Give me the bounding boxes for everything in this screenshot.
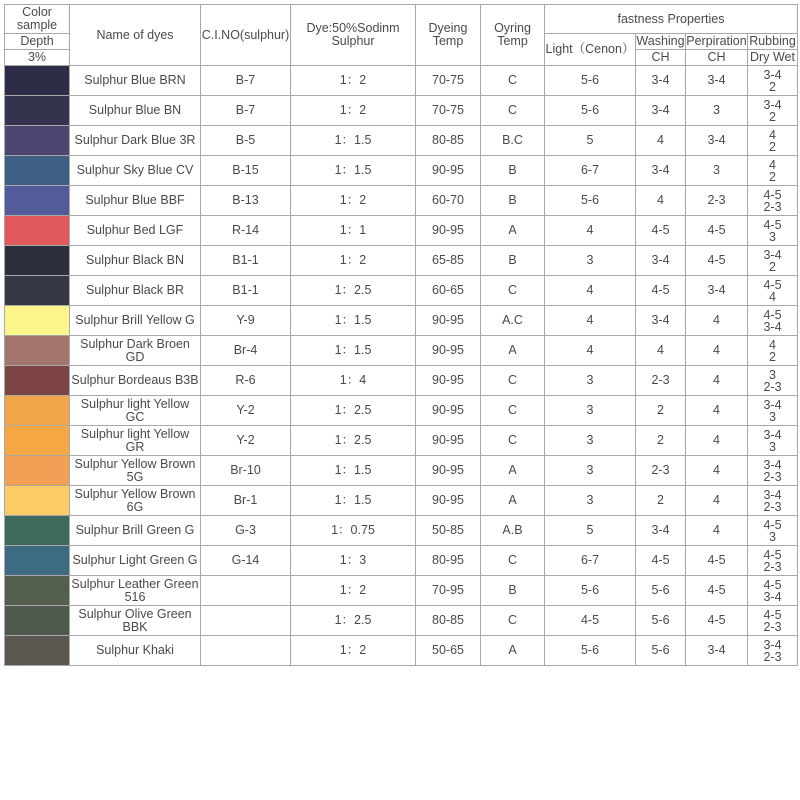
rubbing-wet: 2-3 [763, 619, 782, 634]
dye-name: Sulphur Dark Blue 3R [70, 126, 201, 156]
color-swatch-fill [5, 366, 69, 395]
light-fastness: 5 [545, 126, 636, 156]
rubbing-wet: 2-3 [763, 379, 782, 394]
washing-fastness: 3-4 [636, 246, 686, 276]
dye-ratio: 1：1.5 [291, 456, 416, 486]
ci-number [201, 636, 291, 666]
rubbing-wet: 3 [769, 229, 776, 244]
perpiration-fastness: 4 [686, 456, 748, 486]
rubbing-dry: 3-4 [763, 427, 782, 442]
washing-fastness: 5-6 [636, 576, 686, 606]
washing-fastness: 5-6 [636, 606, 686, 636]
rubbing-wet: 2-3 [763, 199, 782, 214]
table-row [5, 306, 798, 336]
color-swatch-fill [5, 516, 69, 545]
dye-ratio: 1：1.5 [291, 336, 416, 366]
washing-fastness: 4 [636, 126, 686, 156]
color-swatch [5, 456, 70, 486]
dyeing-temp: 90-95 [416, 336, 481, 366]
table-row [5, 396, 798, 426]
color-swatch-fill [5, 186, 69, 215]
light-fastness: 5-6 [545, 636, 636, 666]
oyring-temp: B.C [481, 126, 545, 156]
ci-number: G-3 [201, 516, 291, 546]
ci-number: Y-2 [201, 396, 291, 426]
dye-name: Sulphur Blue BN [70, 96, 201, 126]
washing-fastness: 3-4 [636, 516, 686, 546]
light-fastness: 4-5 [545, 606, 636, 636]
rubbing-dry: 3-4 [763, 67, 782, 82]
color-swatch-fill [5, 126, 69, 155]
perpiration-fastness: 4 [686, 426, 748, 456]
dyeing-temp: 90-95 [416, 486, 481, 516]
oyring-temp: C [481, 426, 545, 456]
washing-fastness: 2 [636, 426, 686, 456]
dye-name: Sulphur light Yellow GR [70, 426, 201, 456]
light-fastness: 3 [545, 366, 636, 396]
dyeing-temp: 60-65 [416, 276, 481, 306]
washing-fastness: 2 [636, 486, 686, 516]
rubbing-fastness [748, 516, 798, 546]
light-fastness: 5-6 [545, 186, 636, 216]
dye-name: Sulphur Light Green G [70, 546, 201, 576]
washing-fastness: 2-3 [636, 456, 686, 486]
color-swatch-fill [5, 606, 69, 635]
perpiration-fastness: 3-4 [686, 636, 748, 666]
dye-ratio: 1：1.5 [291, 486, 416, 516]
light-fastness: 3 [545, 456, 636, 486]
dye-ratio: 1：3 [291, 546, 416, 576]
perpiration-fastness: 3-4 [686, 126, 748, 156]
dyeing-temp: 50-85 [416, 516, 481, 546]
rubbing-wet: 3 [769, 439, 776, 454]
washing-fastness: 4-5 [636, 276, 686, 306]
header-perpiration: Perpiration [686, 34, 747, 48]
color-swatch [5, 276, 70, 306]
rubbing-dry: 3-4 [763, 637, 782, 652]
perpiration-fastness: 2-3 [686, 186, 748, 216]
dyeing-temp: 90-95 [416, 426, 481, 456]
color-swatch [5, 486, 70, 516]
dye-table [4, 4, 798, 666]
table-row [5, 546, 798, 576]
washing-fastness: 4 [636, 186, 686, 216]
header-depth: Depth [5, 34, 70, 50]
dyeing-temp: 50-65 [416, 636, 481, 666]
rubbing-fastness [748, 186, 798, 216]
dye-ratio: 1：2 [291, 246, 416, 276]
dyeing-temp: 80-85 [416, 606, 481, 636]
color-swatch [5, 426, 70, 456]
washing-fastness: 4 [636, 336, 686, 366]
ci-number: Y-2 [201, 426, 291, 456]
washing-fastness: 3-4 [636, 156, 686, 186]
table-row [5, 576, 798, 606]
dyeing-temp: 60-70 [416, 186, 481, 216]
washing-fastness: 3-4 [636, 66, 686, 96]
ci-number: Br-10 [201, 456, 291, 486]
rubbing-fastness [748, 126, 798, 156]
table-row [5, 516, 798, 546]
rubbing-wet: 2 [769, 139, 776, 154]
perpiration-fastness: 4 [686, 306, 748, 336]
ci-number: B-5 [201, 126, 291, 156]
table-row [5, 366, 798, 396]
rubbing-dry: 3 [769, 367, 776, 382]
ci-number: G-14 [201, 546, 291, 576]
ci-number: Br-4 [201, 336, 291, 366]
ci-number [201, 606, 291, 636]
dye-ratio: 1：2.5 [291, 396, 416, 426]
rubbing-dry: 4-5 [763, 187, 782, 202]
rubbing-wet: 2-3 [763, 649, 782, 664]
rubbing-fastness [748, 396, 798, 426]
color-swatch [5, 96, 70, 126]
color-swatch-fill [5, 636, 69, 665]
header-name: Name of dyes [70, 5, 201, 66]
header-rubbing: Rubbing [749, 34, 796, 48]
ci-number: B-7 [201, 66, 291, 96]
perpiration-fastness: 4-5 [686, 246, 748, 276]
oyring-temp: C [481, 366, 545, 396]
washing-fastness: 2 [636, 396, 686, 426]
dye-name: Sulphur Brill Yellow G [70, 306, 201, 336]
dyeing-temp: 70-75 [416, 66, 481, 96]
table-row [5, 246, 798, 276]
dye-ratio: 1：2 [291, 96, 416, 126]
header-rubbing-sub: Dry Wet [748, 50, 798, 66]
ci-number: Br-1 [201, 486, 291, 516]
dye-ratio: 1：1.5 [291, 156, 416, 186]
washing-fastness: 4-5 [636, 546, 686, 576]
rubbing-fastness [748, 366, 798, 396]
color-swatch-fill [5, 336, 69, 365]
rubbing-fastness [748, 96, 798, 126]
dye-name: Sulphur Yellow Brown 5G [70, 456, 201, 486]
header-ci-no: C.I.NO(sulphur) [201, 5, 291, 66]
ci-number: Y-9 [201, 306, 291, 336]
perpiration-fastness: 3-4 [686, 66, 748, 96]
header-washing-sub: CH [636, 50, 686, 66]
header-depth-value: 3% [5, 50, 70, 66]
table-row [5, 606, 798, 636]
rubbing-dry: 3-4 [763, 247, 782, 262]
rubbing-wet: 3-4 [763, 319, 782, 334]
rubbing-fastness [748, 636, 798, 666]
washing-fastness: 3-4 [636, 96, 686, 126]
dye-name: Sulphur Olive Green BBK [70, 606, 201, 636]
color-swatch-fill [5, 246, 69, 275]
oyring-temp: B [481, 156, 545, 186]
perpiration-fastness: 3-4 [686, 276, 748, 306]
color-swatch-fill [5, 216, 69, 245]
rubbing-dry: 4 [769, 157, 776, 172]
header-perpiration-sub: CH [686, 50, 748, 66]
dye-ratio: 1：2 [291, 576, 416, 606]
table-row [5, 126, 798, 156]
table-row [5, 96, 798, 126]
dye-ratio: 1：2.5 [291, 276, 416, 306]
color-swatch [5, 336, 70, 366]
header-dyeing-temp: Dyeing Temp [416, 5, 481, 66]
ci-number: R-14 [201, 216, 291, 246]
oyring-temp: A.C [481, 306, 545, 336]
rubbing-dry: 4-5 [763, 277, 782, 292]
dye-name: Sulphur Khaki [70, 636, 201, 666]
dye-name: Sulphur Black BR [70, 276, 201, 306]
rubbing-dry: 4 [769, 337, 776, 352]
dye-name: Sulphur Black BN [70, 246, 201, 276]
ci-number: B1-1 [201, 276, 291, 306]
ci-number [201, 576, 291, 606]
washing-fastness: 3-4 [636, 306, 686, 336]
color-swatch [5, 306, 70, 336]
rubbing-wet: 3 [769, 529, 776, 544]
rubbing-fastness [748, 246, 798, 276]
perpiration-fastness: 4 [686, 396, 748, 426]
perpiration-fastness: 3 [686, 156, 748, 186]
rubbing-wet: 3 [769, 409, 776, 424]
rubbing-wet: 2 [769, 79, 776, 94]
ci-number: R-6 [201, 366, 291, 396]
color-swatch-fill [5, 426, 69, 455]
oyring-temp: A [481, 636, 545, 666]
oyring-temp: C [481, 606, 545, 636]
dye-ratio: 1：2.5 [291, 426, 416, 456]
perpiration-fastness: 4 [686, 516, 748, 546]
rubbing-fastness [748, 216, 798, 246]
dyeing-temp: 70-95 [416, 576, 481, 606]
dye-ratio: 1：0.75 [291, 516, 416, 546]
color-swatch-fill [5, 576, 69, 605]
color-swatch [5, 546, 70, 576]
table-row [5, 66, 798, 96]
header-fastness: fastness Properties [545, 5, 798, 34]
ci-number: B-7 [201, 96, 291, 126]
color-swatch [5, 606, 70, 636]
rubbing-fastness [748, 606, 798, 636]
light-fastness: 5-6 [545, 576, 636, 606]
oyring-temp: B [481, 186, 545, 216]
rubbing-dry: 3-4 [763, 457, 782, 472]
light-fastness: 5 [545, 516, 636, 546]
table-row [5, 336, 798, 366]
table-row [5, 276, 798, 306]
oyring-temp: A.B [481, 516, 545, 546]
oyring-temp: C [481, 96, 545, 126]
rubbing-fastness [748, 156, 798, 186]
light-fastness: 4 [545, 306, 636, 336]
dye-ratio: 1：1 [291, 216, 416, 246]
ci-number: B-13 [201, 186, 291, 216]
rubbing-wet: 2-3 [763, 559, 782, 574]
oyring-temp: A [481, 486, 545, 516]
dye-ratio: 1：2 [291, 66, 416, 96]
table-row [5, 186, 798, 216]
color-swatch-fill [5, 96, 69, 125]
perpiration-fastness: 4-5 [686, 606, 748, 636]
table-row [5, 636, 798, 666]
rubbing-wet: 4 [769, 289, 776, 304]
dyeing-temp: 90-95 [416, 306, 481, 336]
color-swatch-fill [5, 276, 69, 305]
dyeing-temp: 90-95 [416, 456, 481, 486]
table-row [5, 456, 798, 486]
rubbing-dry: 4-5 [763, 307, 782, 322]
oyring-temp: B [481, 576, 545, 606]
color-swatch [5, 516, 70, 546]
oyring-temp: A [481, 336, 545, 366]
oyring-temp: C [481, 396, 545, 426]
color-swatch [5, 396, 70, 426]
oyring-temp: C [481, 66, 545, 96]
color-swatch-fill [5, 486, 69, 515]
dye-name: Sulphur Bed LGF [70, 216, 201, 246]
color-swatch-fill [5, 156, 69, 185]
dyeing-temp: 65-85 [416, 246, 481, 276]
rubbing-wet: 2 [769, 169, 776, 184]
table-row [5, 426, 798, 456]
color-swatch [5, 186, 70, 216]
header-light: Light（Cenon） [545, 34, 636, 66]
light-fastness: 3 [545, 426, 636, 456]
dyeing-temp: 90-95 [416, 156, 481, 186]
oyring-temp: A [481, 216, 545, 246]
rubbing-fastness [748, 546, 798, 576]
color-swatch-fill [5, 396, 69, 425]
perpiration-fastness: 4 [686, 366, 748, 396]
light-fastness: 4 [545, 336, 636, 366]
dyeing-temp: 90-95 [416, 366, 481, 396]
rubbing-wet: 2 [769, 259, 776, 274]
dye-ratio: 1：4 [291, 366, 416, 396]
rubbing-fastness [748, 576, 798, 606]
rubbing-wet: 2-3 [763, 499, 782, 514]
rubbing-wet: 3-4 [763, 589, 782, 604]
header-oyring-temp: Oyring Temp [481, 5, 545, 66]
oyring-temp: A [481, 456, 545, 486]
dye-name: Sulphur Leather Green 516 [71, 576, 199, 604]
dye-name: Sulphur Blue BBF [70, 186, 201, 216]
dyeing-temp: 90-95 [416, 216, 481, 246]
rubbing-dry: 4-5 [763, 547, 782, 562]
rubbing-wet: 2 [769, 109, 776, 124]
dye-name: Sulphur Bordeaus B3B [70, 366, 201, 396]
color-swatch [5, 246, 70, 276]
table-row [5, 216, 798, 246]
dye-ratio: 1：2.5 [291, 606, 416, 636]
header-washing: Washing [636, 34, 685, 48]
perpiration-fastness: 4-5 [686, 576, 748, 606]
dye-name: Sulphur Blue BRN [70, 66, 201, 96]
rubbing-dry: 4-5 [763, 217, 782, 232]
perpiration-fastness: 4-5 [686, 546, 748, 576]
rubbing-dry: 3-4 [763, 97, 782, 112]
light-fastness: 3 [545, 396, 636, 426]
color-swatch [5, 126, 70, 156]
rubbing-fastness [748, 66, 798, 96]
color-swatch-fill [5, 66, 69, 95]
oyring-temp: B [481, 246, 545, 276]
dye-name: Sulphur Yellow Brown 6G [70, 486, 201, 516]
dye-ratio: 1：1.5 [291, 306, 416, 336]
rubbing-dry: 4-5 [763, 577, 782, 592]
rubbing-wet: 2-3 [763, 469, 782, 484]
rubbing-fastness [748, 306, 798, 336]
color-swatch [5, 636, 70, 666]
dyeing-temp: 70-75 [416, 96, 481, 126]
rubbing-wet: 2 [769, 349, 776, 364]
dye-name: Sulphur Sky Blue CV [70, 156, 201, 186]
washing-fastness: 4-5 [636, 216, 686, 246]
color-swatch [5, 216, 70, 246]
dye-name: Sulphur light Yellow GC [70, 396, 201, 426]
color-swatch [5, 156, 70, 186]
rubbing-fastness [748, 456, 798, 486]
color-swatch-fill [5, 306, 69, 335]
light-fastness: 4 [545, 276, 636, 306]
ci-number: B1-1 [201, 246, 291, 276]
rubbing-dry: 4 [769, 127, 776, 142]
washing-fastness: 2-3 [636, 366, 686, 396]
dye-ratio: 1：1.5 [291, 126, 416, 156]
header-color-sample: Color sample [5, 5, 70, 34]
color-swatch-fill [5, 546, 69, 575]
rubbing-dry: 4-5 [763, 517, 782, 532]
dyeing-temp: 80-85 [416, 126, 481, 156]
light-fastness: 3 [545, 246, 636, 276]
color-swatch [5, 576, 70, 606]
light-fastness: 6-7 [545, 156, 636, 186]
washing-fastness: 5-6 [636, 636, 686, 666]
light-fastness: 3 [545, 486, 636, 516]
rubbing-fastness [748, 486, 798, 516]
ci-number: B-15 [201, 156, 291, 186]
rubbing-fastness [748, 426, 798, 456]
perpiration-fastness: 3 [686, 96, 748, 126]
color-swatch [5, 66, 70, 96]
color-swatch [5, 366, 70, 396]
table-row [5, 156, 798, 186]
rubbing-fastness [748, 276, 798, 306]
light-fastness: 6-7 [545, 546, 636, 576]
rubbing-dry: 3-4 [763, 487, 782, 502]
oyring-temp: C [481, 546, 545, 576]
light-fastness: 5-6 [545, 66, 636, 96]
perpiration-fastness: 4-5 [686, 216, 748, 246]
perpiration-fastness: 4 [686, 336, 748, 366]
dyeing-temp: 80-95 [416, 546, 481, 576]
oyring-temp: C [481, 276, 545, 306]
dye-ratio: 1：2 [291, 186, 416, 216]
rubbing-dry: 4-5 [763, 607, 782, 622]
dyeing-temp: 90-95 [416, 396, 481, 426]
color-swatch-fill [5, 456, 69, 485]
header-dye-ratio: Dye:50%Sodinm Sulphur [291, 5, 416, 66]
light-fastness: 5-6 [545, 96, 636, 126]
dye-name: Sulphur Brill Green G [70, 516, 201, 546]
dye-ratio: 1：2 [291, 636, 416, 666]
light-fastness: 4 [545, 216, 636, 246]
perpiration-fastness: 4 [686, 486, 748, 516]
rubbing-dry: 3-4 [763, 397, 782, 412]
dye-name: Sulphur Dark Broen GD [70, 336, 201, 366]
table-row [5, 486, 798, 516]
rubbing-fastness [748, 336, 798, 366]
